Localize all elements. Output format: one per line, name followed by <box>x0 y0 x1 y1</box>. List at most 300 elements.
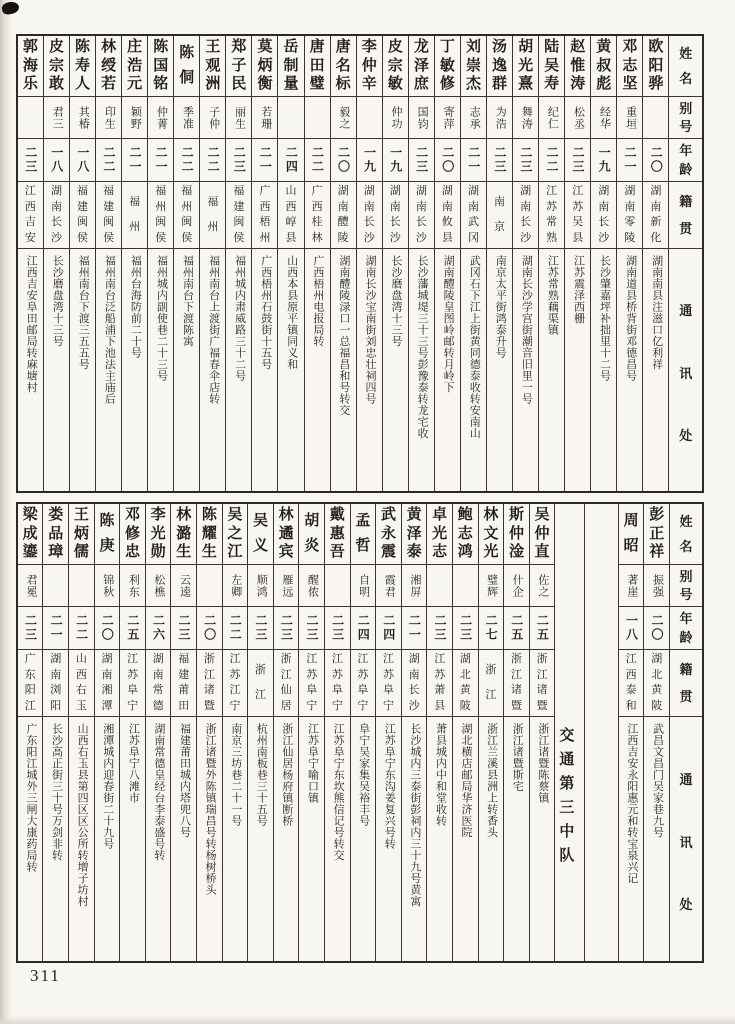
alias-cell <box>513 97 538 139</box>
age-cell <box>69 607 94 650</box>
character: 璧 <box>309 76 325 93</box>
character: 惟 <box>570 57 586 74</box>
character: 湖 <box>363 185 375 198</box>
alias-cell <box>461 97 486 139</box>
page-number: 311 <box>30 966 61 985</box>
character: 泰 <box>406 544 422 561</box>
character: 黄 <box>459 684 471 697</box>
character: 浙 <box>280 653 292 666</box>
address-cell <box>643 249 668 491</box>
character: 忠 <box>125 544 141 561</box>
character: 南 <box>337 200 349 213</box>
native-place-cell <box>409 182 434 249</box>
character: 北 <box>459 668 471 681</box>
native-place-cell <box>644 650 669 717</box>
character: 山 <box>285 185 297 198</box>
age-cell-text: 二六 <box>151 614 166 642</box>
character: 永 <box>380 525 396 542</box>
alias-cell <box>122 97 147 139</box>
character: 长 <box>50 216 62 229</box>
address-cell <box>148 249 173 491</box>
alias-cell-text: 毅之 <box>337 105 350 130</box>
native-place <box>252 182 277 248</box>
native-place-cell <box>427 650 452 717</box>
age-cell-text: 二三 <box>23 146 38 174</box>
native-place <box>223 650 248 716</box>
age-cell <box>644 607 669 650</box>
native-place <box>69 650 94 716</box>
alias-cell <box>70 97 95 139</box>
person-column <box>642 36 668 491</box>
address-cell-text: 湖北横店邮局华济医院 <box>460 723 473 838</box>
alias-cell <box>487 97 512 139</box>
character: 江 <box>24 185 36 198</box>
age-cell <box>305 139 330 182</box>
person-name <box>96 36 121 96</box>
character: 生 <box>201 544 217 561</box>
section-label-column <box>554 504 583 961</box>
address-cell-text: 长沙城内三泰街彭祠内三十九号黄寓 <box>408 723 421 907</box>
person-name <box>504 504 529 564</box>
age-cell <box>565 139 590 182</box>
character: 浩 <box>127 57 143 74</box>
character: 民 <box>231 76 247 93</box>
native-place <box>644 650 669 716</box>
person-column <box>616 36 642 491</box>
alias-cell-text: 霞君 <box>383 573 396 598</box>
character: 宗 <box>387 57 403 74</box>
character: 年 <box>679 143 693 159</box>
character: 泰 <box>625 684 637 697</box>
age-cell <box>122 139 147 182</box>
character: 沙 <box>50 231 62 244</box>
age-cell-text: 二一 <box>49 614 64 642</box>
character: 莫 <box>257 38 273 55</box>
character: 湖 <box>50 185 62 198</box>
person-name <box>619 504 644 564</box>
address-cell-text: 福州城内肃威路三十二号 <box>233 255 246 382</box>
character: 江 <box>434 653 446 666</box>
character: 光 <box>483 544 499 561</box>
age-cell <box>43 607 68 650</box>
character: 林 <box>176 506 192 523</box>
person-name <box>278 36 303 96</box>
character: 熟 <box>546 231 558 244</box>
native-place <box>120 650 145 716</box>
character: 吉 <box>24 216 36 229</box>
person-name-cell <box>197 504 222 565</box>
age-cell-text: 二四 <box>356 614 371 642</box>
age-cell <box>200 139 225 182</box>
character: 震 <box>380 544 396 561</box>
character: 湖 <box>520 185 532 198</box>
native-place-cell <box>174 182 199 249</box>
character: 岳 <box>283 38 299 55</box>
address-cell <box>453 717 478 961</box>
alias-cell-text: 松樵 <box>152 573 165 598</box>
character: 南 <box>50 668 62 681</box>
alias-cell-text: 颖野 <box>129 105 142 130</box>
character: 浙 <box>203 653 215 666</box>
alias-cell <box>44 97 69 139</box>
character: 贯 <box>679 220 693 236</box>
character: 福 <box>155 185 167 198</box>
character: 成 <box>22 525 38 542</box>
character: 阜 <box>357 684 369 697</box>
alias-cell <box>331 97 356 139</box>
age-cell-text: 二三 <box>177 614 192 642</box>
character: 姓 <box>679 46 693 62</box>
native-place-cell <box>513 182 538 249</box>
age-cell <box>171 607 196 650</box>
character: 闽 <box>181 216 193 229</box>
character: 刘 <box>465 38 481 55</box>
address-cell <box>357 249 382 491</box>
age-cell <box>174 139 199 182</box>
character: 吴 <box>544 57 560 74</box>
header-name <box>669 36 702 97</box>
person-name <box>351 504 376 564</box>
person-name-cell <box>146 504 171 565</box>
native-place-cell <box>461 182 486 249</box>
character: 沙 <box>363 231 375 244</box>
person-column <box>277 36 303 491</box>
alias-cell <box>643 97 668 139</box>
person-name <box>200 36 225 96</box>
person-name-cell <box>644 504 669 565</box>
age-cell-text: 二一 <box>127 146 142 174</box>
age-cell-text: 一九 <box>362 146 377 174</box>
age-cell-text: 二二 <box>180 146 195 174</box>
character: 德 <box>152 699 164 712</box>
character: 苏 <box>229 668 241 681</box>
character: 南 <box>363 200 375 213</box>
character: 吴 <box>572 216 584 229</box>
address-cell <box>479 717 504 961</box>
age-cell <box>325 607 350 650</box>
character: 别 <box>679 569 693 584</box>
address-cell-text: 长沙磨盘湾十三号 <box>390 255 403 347</box>
age-cell <box>223 607 248 650</box>
alias-cell-text: 丽生 <box>233 105 246 130</box>
character: 江 <box>357 653 369 666</box>
alias-cell-text: 利东 <box>127 573 140 598</box>
character: 庶 <box>413 76 429 93</box>
scan-edge-shadow <box>0 1016 735 1024</box>
character: 标 <box>335 76 351 93</box>
character: 莆 <box>178 684 190 697</box>
character: 林 <box>483 506 499 523</box>
character: 惠 <box>329 525 345 542</box>
character: 志 <box>622 57 638 74</box>
character: 王 <box>205 38 221 55</box>
character: 名 <box>679 538 693 554</box>
person-name-cell <box>223 504 248 565</box>
character: 江 <box>127 653 139 666</box>
person-column <box>95 36 121 491</box>
character: 林 <box>311 231 323 244</box>
address-cell-text: 广西梧州电报局转 <box>311 255 324 347</box>
character: 鲍 <box>457 506 473 523</box>
address-cell-text: 福州南台泛船浦下池法主庙后 <box>103 255 116 405</box>
ink-blot-mark <box>1 0 20 15</box>
age-cell-text: 二〇 <box>100 614 115 642</box>
age-cell-text: 二一 <box>466 146 481 174</box>
native-place-cell <box>248 650 273 717</box>
alias-cell-text: 振强 <box>651 573 664 598</box>
character: 辛 <box>361 76 377 93</box>
address-cell <box>146 717 171 961</box>
character: 胡 <box>518 38 534 55</box>
address-cell <box>96 249 121 491</box>
native-place <box>513 182 538 248</box>
person-column <box>69 36 95 491</box>
person-name-cell <box>487 36 512 97</box>
person-column <box>147 36 173 491</box>
native-place <box>383 182 408 248</box>
character: 州 <box>129 221 141 234</box>
alias-cell-text: 经华 <box>598 105 611 130</box>
person-column <box>408 36 434 491</box>
character: 姓 <box>679 514 693 530</box>
person-name-cell <box>44 36 69 97</box>
character: 湖 <box>415 185 427 198</box>
character: 江 <box>255 689 267 702</box>
address-cell-text: 湖南长沙学宫街潮音旧里一号 <box>520 255 533 405</box>
age-cell-text: 一九 <box>597 146 612 174</box>
person-name <box>539 36 564 96</box>
address-cell <box>383 249 408 491</box>
person-name <box>95 504 120 564</box>
age-cell-text: 二〇 <box>440 146 455 174</box>
character: 江 <box>280 668 292 681</box>
person-name-cell <box>226 36 251 97</box>
character: 湖 <box>101 653 113 666</box>
character: 西 <box>259 200 271 213</box>
character: 志 <box>432 544 448 561</box>
age-cell-text: 二四 <box>284 146 299 174</box>
age-cell-text: 一八 <box>75 146 90 174</box>
alias-cell <box>299 565 324 607</box>
alias-cell <box>565 97 590 139</box>
native-place-cell <box>200 182 225 249</box>
person-name-cell <box>70 36 95 97</box>
character: 福 <box>103 185 115 198</box>
character: 文 <box>483 525 499 542</box>
person-name-cell <box>479 504 504 565</box>
person-column <box>170 504 196 961</box>
person-column <box>434 36 460 491</box>
character: 长 <box>598 216 610 229</box>
character: 建 <box>77 200 89 213</box>
alias-cell-text: 纪仁 <box>546 105 559 130</box>
address-cell <box>174 249 199 491</box>
alias-cell-text: 璧辉 <box>485 573 498 598</box>
alias-cell-text: 重垣 <box>624 105 637 130</box>
character: 寿 <box>75 57 91 74</box>
character: 陆 <box>544 38 560 55</box>
character: 江 <box>306 653 318 666</box>
character: 陈 <box>75 38 91 55</box>
character: 浏 <box>50 684 62 697</box>
person-name <box>146 504 171 564</box>
character: 若 <box>101 76 117 93</box>
address-cell-text: 湖南醴陵渌口一总福昌和号转交 <box>337 255 350 416</box>
character: 唐 <box>335 38 351 55</box>
character: 邓 <box>622 38 638 55</box>
character: 广 <box>259 185 271 198</box>
character: 南 <box>650 200 662 213</box>
native-place <box>402 650 427 716</box>
person-name <box>43 504 68 564</box>
character: 西 <box>24 200 36 213</box>
age-cell <box>617 139 642 182</box>
person-name <box>565 36 590 96</box>
age-cell-text: 二三 <box>414 146 429 174</box>
age-cell-text: 二五 <box>509 614 524 642</box>
age-cell-text: 二一 <box>154 146 168 174</box>
character: 庚 <box>99 538 115 554</box>
native-place-cell <box>331 182 356 249</box>
character: 光 <box>150 525 166 542</box>
character: 潞 <box>176 525 192 542</box>
age-cell-text: 二三 <box>518 146 533 174</box>
age-cell <box>591 139 616 182</box>
address-cell-text: 江苏阜宁喻口镇 <box>306 723 319 804</box>
address-cell <box>487 249 512 491</box>
character: 处 <box>679 427 693 443</box>
character: 鸿 <box>457 544 473 561</box>
character: 铭 <box>153 76 169 93</box>
person-name-cell <box>171 504 196 565</box>
address-cell <box>619 717 644 961</box>
age-cell <box>299 607 324 650</box>
person-name-cell <box>43 504 68 565</box>
alias-cell <box>479 565 504 607</box>
character: 皮 <box>387 38 403 55</box>
character: 江 <box>331 653 343 666</box>
character: 元 <box>127 76 143 93</box>
character: 沙 <box>598 231 610 244</box>
alias-cell <box>148 97 173 139</box>
age-cell-text: 二〇 <box>202 614 217 642</box>
age-cell <box>252 139 277 182</box>
character: 武 <box>380 506 396 523</box>
age-cell <box>226 139 251 182</box>
alias-cell-text: 子仲 <box>207 105 220 130</box>
character: 崞 <box>285 216 297 229</box>
alias-cell <box>95 565 120 607</box>
native-place <box>427 650 452 716</box>
address-cell-text: 长沙高正街三十号万剑非转 <box>50 723 63 861</box>
age-cell <box>435 139 460 182</box>
character: 桂 <box>311 216 323 229</box>
character: 遹 <box>278 525 294 542</box>
address-cell <box>278 249 303 491</box>
person-column <box>225 36 251 491</box>
address-cell <box>43 717 68 961</box>
alias-cell-text: 其椿 <box>77 105 90 130</box>
person-name-cell <box>619 504 644 565</box>
alias-cell <box>376 565 401 607</box>
alias-cell <box>96 97 121 139</box>
person-name-cell <box>18 504 43 565</box>
person-name-cell <box>120 504 145 565</box>
section-label: 交通第三中队 <box>557 726 574 871</box>
address-cell <box>402 717 427 961</box>
character: 仲 <box>508 525 524 542</box>
age-cell <box>274 607 299 650</box>
age-cell <box>278 139 303 182</box>
age-cell <box>461 139 486 182</box>
person-name-cell <box>409 36 434 97</box>
character: 西 <box>285 200 297 213</box>
native-place <box>479 650 504 716</box>
native-place-cell <box>69 650 94 717</box>
address-cell <box>226 249 251 491</box>
alias-cell-text: 左卿 <box>229 573 242 598</box>
header-address <box>670 717 702 961</box>
person-name <box>530 504 555 564</box>
native-place-cell <box>591 182 616 249</box>
person-name <box>376 504 401 564</box>
alias-cell-text: 国钧 <box>416 105 429 130</box>
person-column <box>529 504 555 961</box>
native-place-cell <box>18 182 43 249</box>
header-address-label <box>669 255 702 491</box>
address-cell <box>69 717 94 961</box>
alias-cell <box>43 565 68 607</box>
alias-cell-text: 若珊 <box>259 105 272 130</box>
character: 沙 <box>408 699 420 712</box>
character: 志 <box>457 525 473 542</box>
age-cell-text: 二三 <box>305 614 320 642</box>
person-name <box>122 36 147 96</box>
character: 逸 <box>492 57 508 74</box>
native-place <box>148 182 173 248</box>
character: 冈 <box>467 231 479 244</box>
character: 长 <box>363 216 375 229</box>
character: 制 <box>283 57 299 74</box>
header-alias-label <box>670 565 702 606</box>
address-cell <box>274 717 299 961</box>
header-native-place <box>670 650 702 717</box>
address-cell <box>591 249 616 491</box>
character: 吴 <box>227 506 243 523</box>
age-cell <box>18 139 43 182</box>
character: 湖 <box>389 185 401 198</box>
alias-cell <box>18 97 43 139</box>
native-place <box>43 650 68 716</box>
character: 骅 <box>648 76 664 93</box>
character: 湖 <box>467 185 479 198</box>
native-place-cell <box>479 650 504 717</box>
alias-cell <box>305 97 330 139</box>
age-cell <box>44 139 69 182</box>
person-name-cell <box>148 36 173 97</box>
native-place <box>226 182 251 248</box>
character: 彪 <box>596 76 612 93</box>
alias-cell <box>200 97 225 139</box>
address-cell-text: 江苏阜宁东沟姜复兴号转 <box>383 723 396 850</box>
address-cell-text: 福州南台上渡街广福春伞店转 <box>207 255 220 405</box>
character: 南 <box>441 200 453 213</box>
person-column <box>42 504 68 961</box>
character: 郭 <box>22 38 38 55</box>
age-cell <box>96 139 121 182</box>
character: 光 <box>518 57 534 74</box>
header-age-label <box>669 139 702 181</box>
